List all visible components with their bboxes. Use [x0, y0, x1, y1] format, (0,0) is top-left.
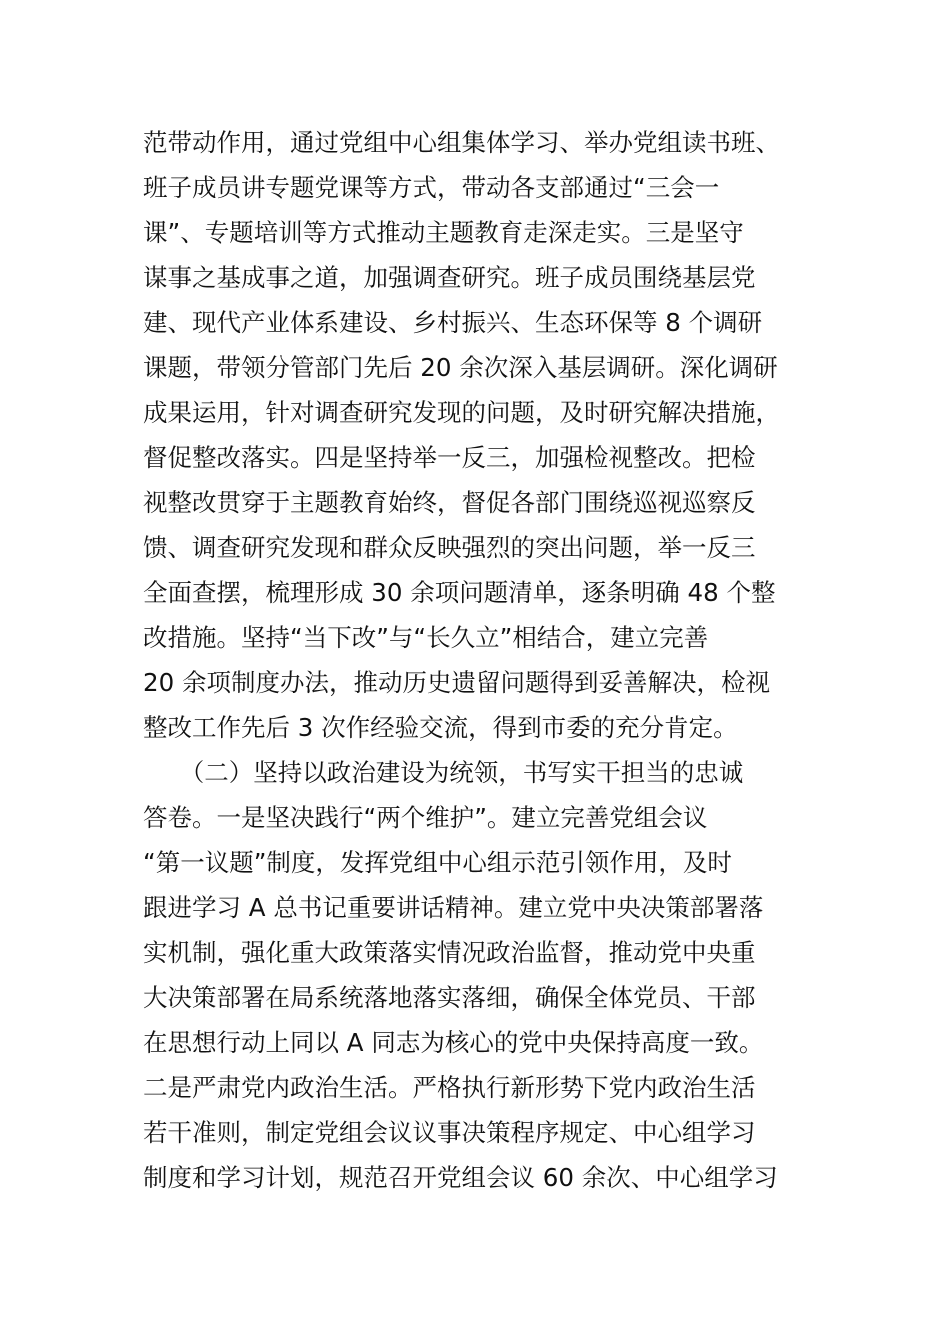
text-line: 范带动作用，通过党组中心组集体学习、举办党组读书班、	[143, 128, 780, 157]
text-line: 成果运用，针对调查研究发现的问题，及时研究解决措施，	[143, 398, 780, 427]
text-line: 实机制，强化重大政策落实情况政治监督，推动党中央重	[143, 938, 756, 967]
text-line: 大决策部署在局系统落地落实落细，确保全体党员、干部	[143, 983, 756, 1012]
text-line: 建、现代产业体系建设、乡村振兴、生态环保等 8 个调研	[143, 308, 763, 337]
text-line: 全面查摆，梳理形成 30 余项问题清单，逐条明确 48 个整	[143, 578, 776, 607]
text-line: 谋事之基成事之道，加强调查研究。班子成员围绕基层党	[143, 263, 756, 292]
text-line: 改措施。坚持“当下改”与“长久立”相结合，建立完善	[143, 623, 709, 652]
text-line: 课”、专题培训等方式推动主题教育走深走实。三是坚守	[143, 218, 744, 247]
text-line: 二是严肃党内政治生活。严格执行新形势下党内政治生活	[143, 1073, 756, 1102]
text-line: 视整改贯穿于主题教育始终，督促各部门围绕巡视巡察反	[143, 488, 756, 517]
text-line: 答卷。一是坚决践行“两个维护”。建立完善党组会议	[143, 803, 708, 832]
section-heading-line: （二）坚持以政治建设为统领，书写实干担当的忠诚	[143, 758, 744, 787]
text-line: 在思想行动上同以 A 同志为核心的党中央保持高度一致。	[143, 1028, 764, 1057]
document-body	[143, 120, 823, 1200]
text-line: 馈、调查研究发现和群众反映强烈的突出问题，举一反三	[143, 533, 756, 562]
text-line: 制度和学习计划，规范召开党组会议 60 余次、中心组学习	[143, 1163, 778, 1192]
text-line: 课题，带领分管部门先后 20 余次深入基层调研。深化调研	[143, 353, 778, 382]
text-line: 督促整改落实。四是坚持举一反三，加强检视整改。把检	[143, 443, 756, 472]
text-line: 整改工作先后 3 次作经验交流，得到市委的充分肯定。	[143, 713, 738, 742]
text-line: “第一议题”制度，发挥党组中心组示范引领作用，及时	[143, 848, 732, 877]
text-line: 20 余项制度办法，推动历史遗留问题得到妥善解决，检视	[143, 668, 770, 697]
text-line: 跟进学习 A 总书记重要讲话精神。建立党中央决策部署落	[143, 893, 764, 922]
text-line: 班子成员讲专题党课等方式，带动各支部通过“三会一	[143, 173, 720, 202]
text-line: 若干准则，制定党组会议议事决策程序规定、中心组学习	[143, 1118, 756, 1147]
